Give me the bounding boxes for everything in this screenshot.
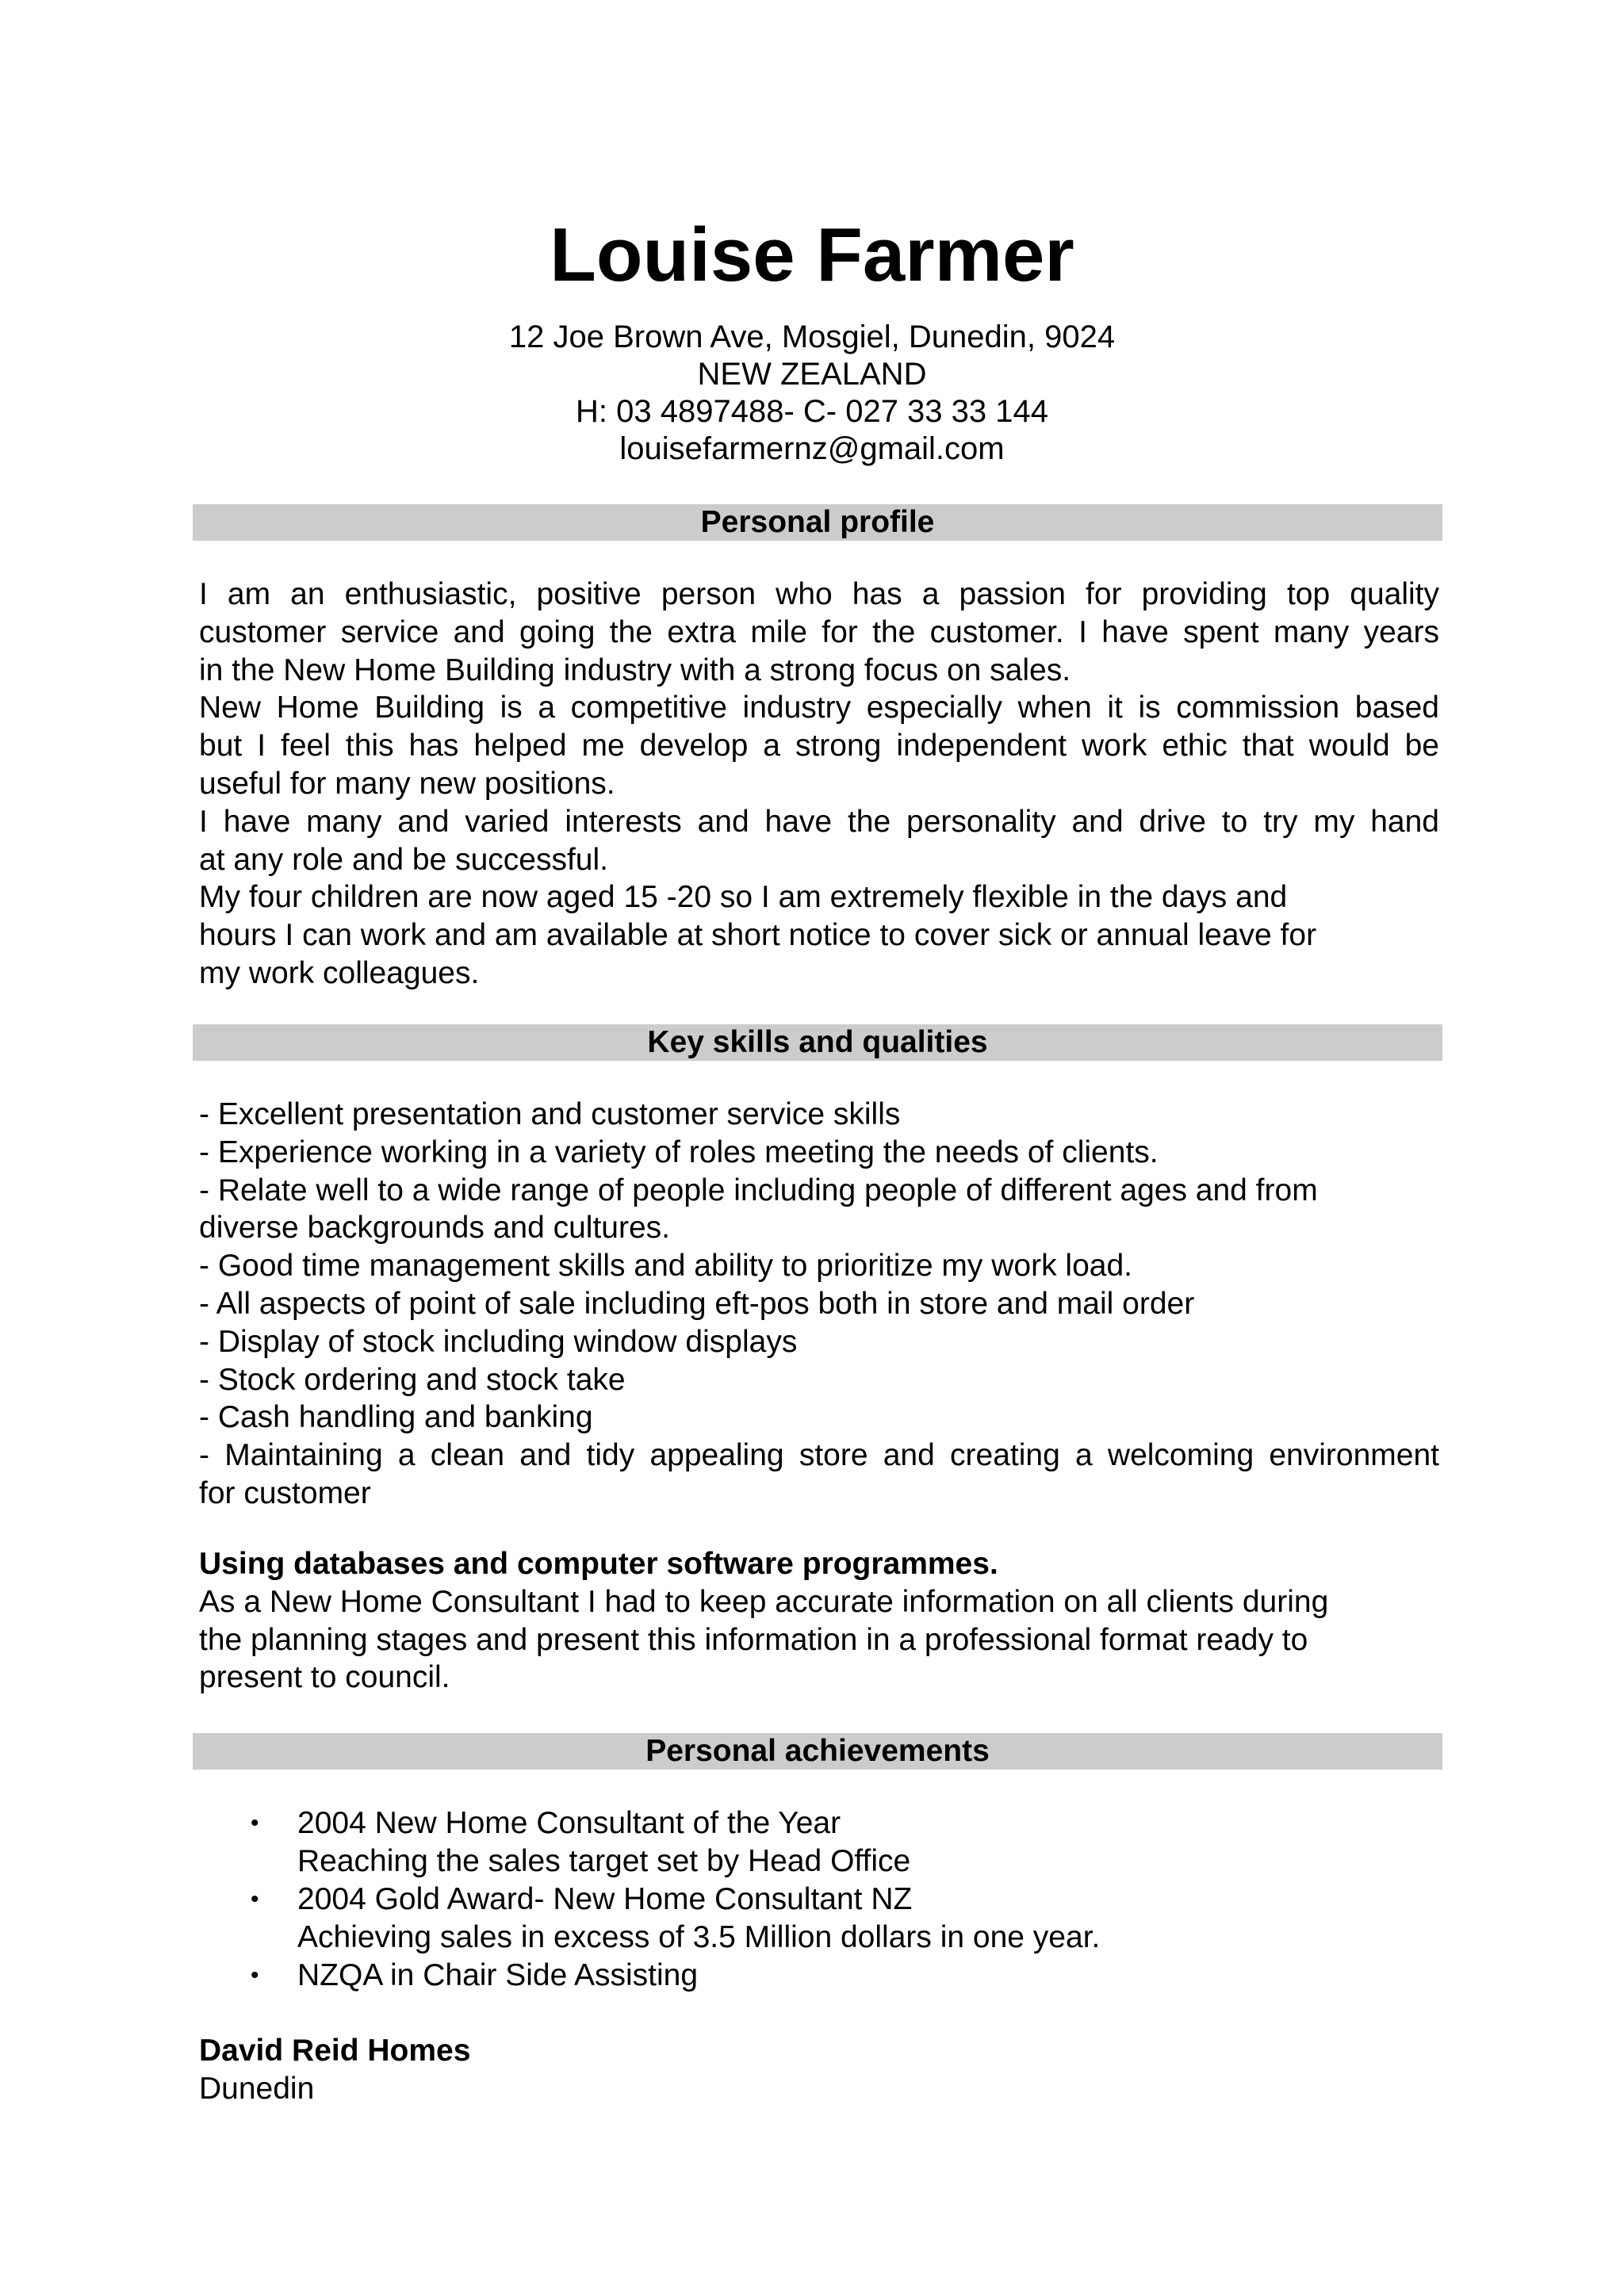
- section-heading-key-skills: Key skills and qualities: [193, 1024, 1442, 1061]
- skill-line: - Maintaining a clean and tidy appealing store and creating a welcoming environment: [199, 1438, 1439, 1473]
- skill-line: - Stock ordering and stock take: [199, 1362, 626, 1397]
- profile-line: customer service and going the extra mile for the customer. I have spent many years: [199, 614, 1439, 649]
- address-line: 12 Joe Brown Ave, Mosgiel, Dunedin, 9024: [508, 320, 1116, 354]
- databases-line: As a New Home Consultant I had to keep accurate information on all clients during: [199, 1584, 1329, 1619]
- profile-line: I have many and varied interests and have the personality and drive to try my hand: [199, 804, 1439, 839]
- databases-section: [199, 1545, 1439, 1697]
- profile-line: New Home Building is a competitive industry especially when it is commission based: [199, 691, 1439, 725]
- profile-line: my work colleagues.: [199, 955, 480, 990]
- bullet-icon: •: [251, 1962, 259, 1988]
- achievement-item: [199, 1881, 1439, 1957]
- skill-line: for customer: [199, 1475, 371, 1510]
- email-line: louisefarmernz@gmail.com: [619, 431, 1005, 466]
- profile-line: at any role and be successful.: [199, 842, 608, 877]
- achievement-title: NZQA in Chair Side Assisting: [297, 1958, 699, 1992]
- profile-line: in the New Home Building industry with a strong focus on sales.: [199, 652, 1071, 687]
- achievement-detail: Achieving sales in excess of 3.5 Million dollars in one year.: [297, 1920, 1101, 1954]
- phone-line: H: 03 4897488- C- 027 33 33 144: [576, 394, 1048, 429]
- employer-section: [199, 2032, 1439, 2108]
- contact-details: [0, 319, 1624, 468]
- profile-line: I am an enthusiastic, positive person who has a passion for providing top quality: [199, 577, 1439, 611]
- skill-line: - Experience working in a variety of roles meeting the needs of clients.: [199, 1135, 1159, 1169]
- skill-line: - Cash handling and banking: [199, 1400, 593, 1435]
- bullet-icon: •: [251, 1810, 259, 1836]
- achievement-item: [199, 1957, 1439, 1995]
- skill-line: - Relate well to a wide range of people including people of different ages and from: [199, 1173, 1318, 1207]
- personal-profile-text: [199, 576, 1439, 993]
- bullet-icon: •: [251, 1886, 259, 1912]
- employer-location: Dunedin: [199, 2071, 315, 2106]
- skill-line: - Excellent presentation and customer service skills: [199, 1097, 901, 1131]
- key-skills-list: [199, 1096, 1439, 1513]
- achievement-title: 2004 New Home Consultant of the Year: [297, 1806, 841, 1840]
- profile-line: but I feel this has helped me develop a strong independent work ethic that would be: [199, 729, 1439, 763]
- candidate-name: Louise Farmer: [550, 212, 1074, 297]
- profile-line: useful for many new positions.: [199, 766, 615, 801]
- country-line: NEW ZEALAND: [697, 357, 927, 392]
- achievements-list: [199, 1804, 1439, 1995]
- section-heading-personal-achievements: Personal achievements: [193, 1733, 1442, 1770]
- databases-line: present to council.: [199, 1660, 450, 1695]
- databases-heading: Using databases and computer software programmes.: [199, 1547, 998, 1581]
- skill-line: diverse backgrounds and cultures.: [199, 1211, 671, 1246]
- skill-line: - Display of stock including window displays: [199, 1324, 798, 1359]
- achievement-detail: Reaching the sales target set by Head Office: [297, 1844, 911, 1878]
- achievement-title: 2004 Gold Award- New Home Consultant NZ: [297, 1882, 913, 1916]
- skill-line: - Good time management skills and ability to prioritize my work load.: [199, 1249, 1132, 1284]
- skill-line: - All aspects of point of sale including eft-pos both in store and mail order: [199, 1286, 1195, 1321]
- section-heading-personal-profile: Personal profile: [193, 504, 1442, 541]
- achievement-item: [199, 1804, 1439, 1881]
- databases-line: the planning stages and present this information in a professional format ready to: [199, 1622, 1308, 1657]
- profile-line: My four children are now aged 15 -20 so I am extremely flexible in the days and: [199, 880, 1288, 915]
- employer-name: David Reid Homes: [199, 2034, 471, 2068]
- profile-line: hours I can work and am available at short notice to cover sick or annual leave for: [199, 918, 1317, 953]
